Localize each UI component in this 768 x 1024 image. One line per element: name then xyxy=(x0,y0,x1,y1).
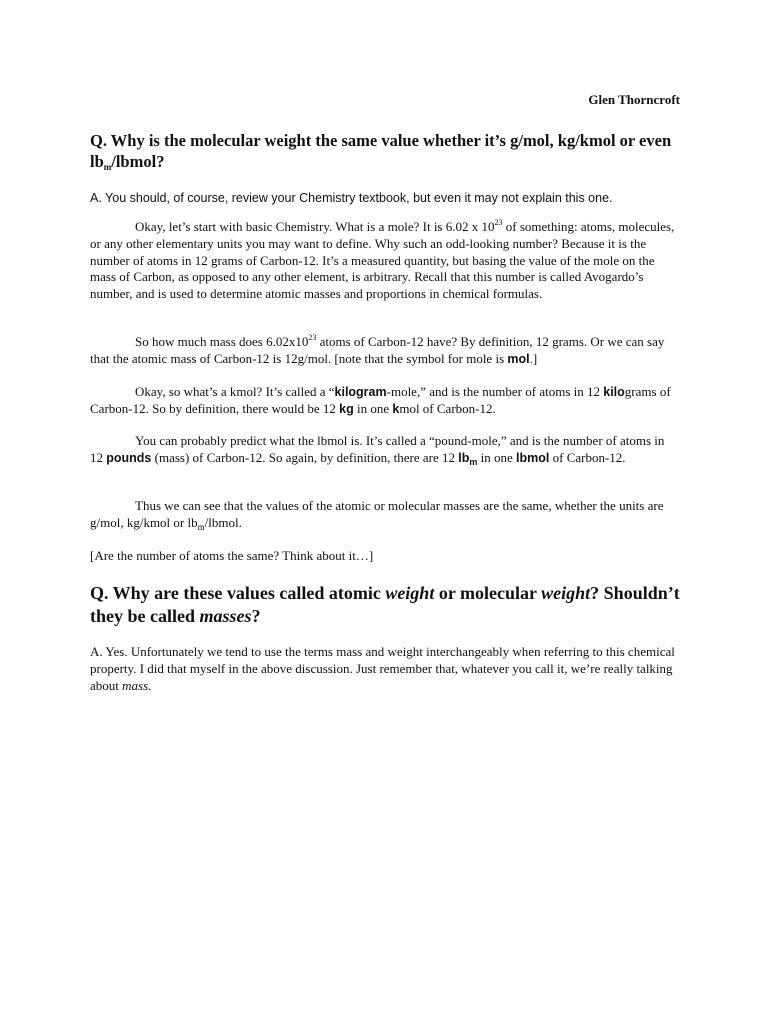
answer-1-intro: A. You should, of course, review your Chemistry textbook, but even it may not explain this one. xyxy=(90,191,613,205)
answer-1-paragraph-conclusion: Thus we can see that the values of the atomic or molecular masses are the same, whether the units are g/mol, kg/kmol or $lb_m$/lbmol. xyxy=(90,498,664,532)
answer-1-paragraph-question: [Are the number of atoms the same? Think about it…] xyxy=(90,548,374,563)
answer-2-paragraph: A. Yes. Unfortunately we tend to use the terms mass and weight interchangeably when referring to this chemical property. I did that myself in the above discussion. Just remember that, whatever you call it, we’re really talking about mass. xyxy=(90,644,675,693)
question-2-heading: Q. Why are these values called atomic weight or molecular weight? Shouldn’t they be called masses? xyxy=(90,583,680,626)
answer-1-paragraph-lbmol: You can probably predict what the lbmol is. It’s called a “pound-mole,” and is the number of atoms in 12 pounds (mass) of Carbon-12. So again, by definition, there are 12 $lb_m$ in one lbmol of Carbon-12. xyxy=(90,433,665,467)
answer-1-paragraph-kmol: Okay, so what’s a kmol? It’s called a “kilogram-mole,” and is the number of atoms in 12 kilograms of Carbon-12. So by definition, there would be 12 kg in one kmol of Carbon-12. xyxy=(90,384,671,416)
author-name: Glen Thorncroft xyxy=(588,92,680,107)
answer-1-paragraph-mass: So how much mass does $6.02x10^{23}$ atoms of Carbon-12 have? By definition, 12 grams. Or we can say that the atomic mass of Carbon-12 is 12g/mol. [note that the symbol for mole is mol.] xyxy=(90,333,665,366)
answer-1-paragraph-mole: Okay, let’s start with basic Chemistry. What is a mole? It is 6.02 x $10^{23}$ of something: atoms, molecules, or any other elementary units you may want to define. Why such an odd-looking number? Because it is the number of atoms in 12 grams of Carbon-12. It’s a measured quantity, but basing the value of the mole on the mass of Carbon, as opposed to any other element, is arbitrary. Recall that this number is called Avogardo’s number, and is used to determine atomic masses and proportions in chemical formulas. xyxy=(90,218,675,302)
question-1-heading: Q. Why is the molecular weight the same value whether it’s g/mol, kg/kmol or even $lb_m$/lbmol? xyxy=(90,131,672,172)
